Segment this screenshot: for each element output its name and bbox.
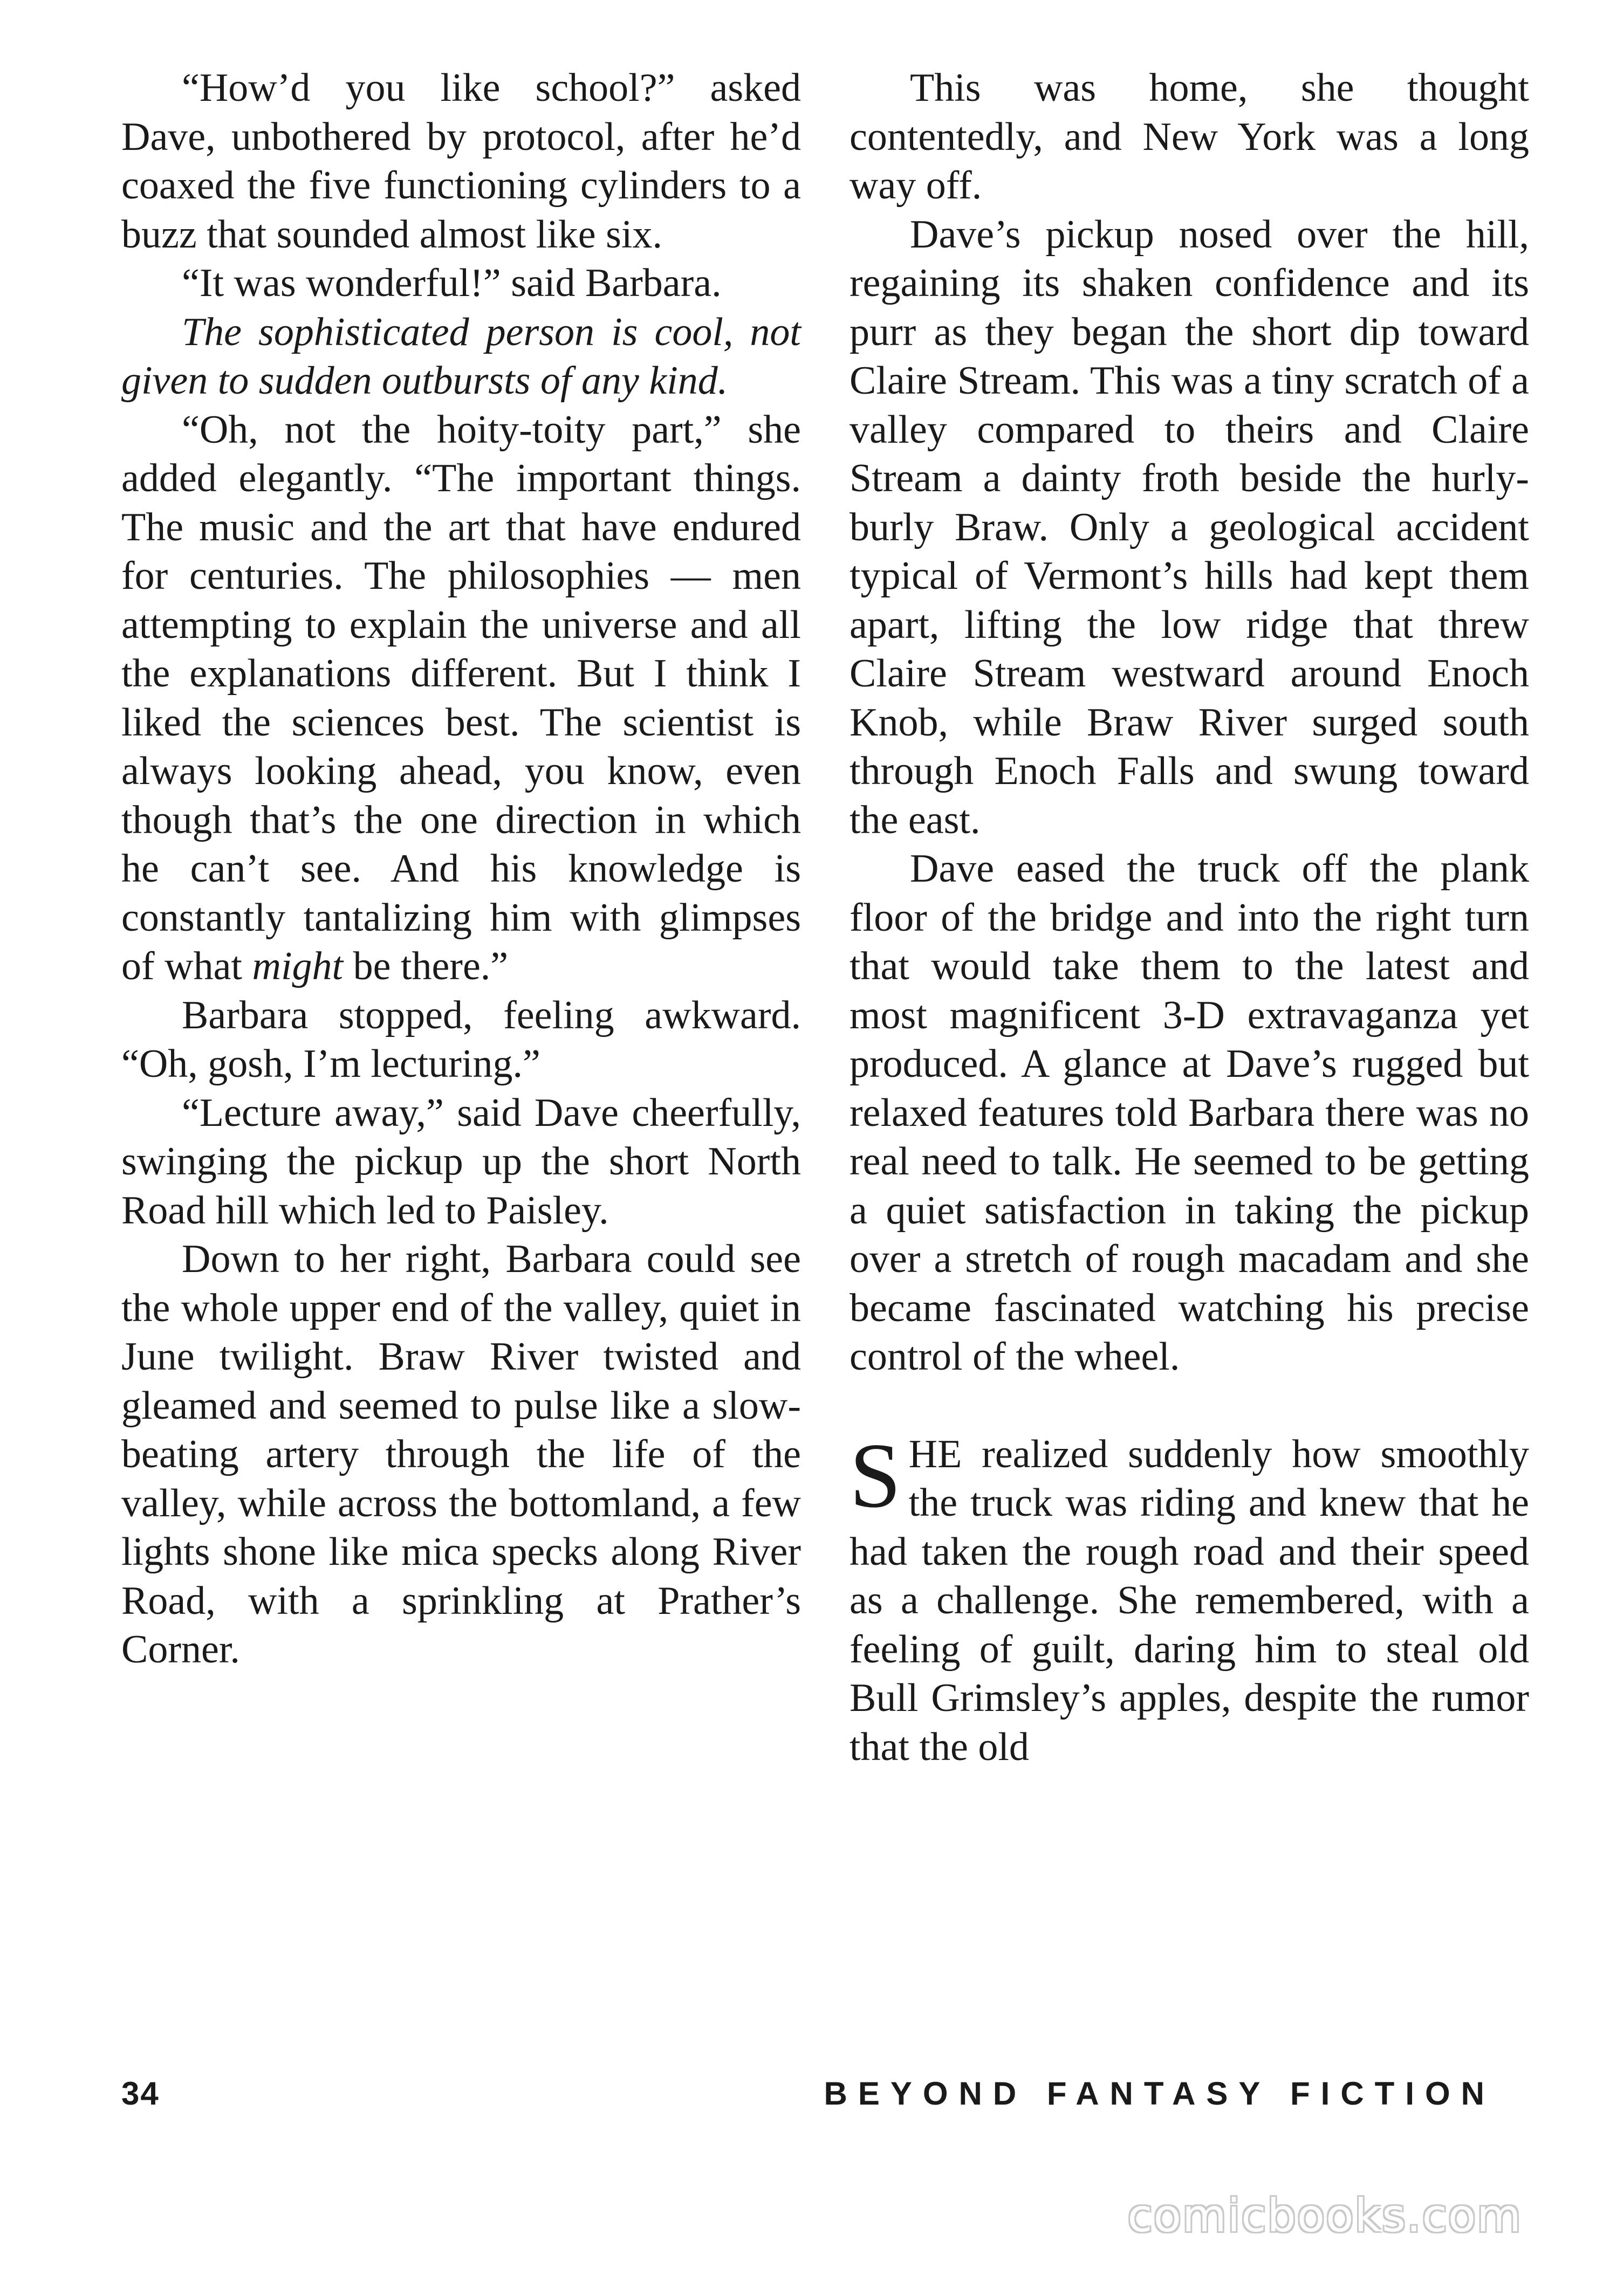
italic-text: The sophisticated person is cool, not given to sudden outbursts of any kind. — [121, 310, 801, 403]
paragraph: “It was wonderful!” said Barbara. — [182, 261, 722, 305]
paragraph: “How’d you like school?” asked Dave, unbothered by protocol, after he’d coaxed the five functioning cylinders to a buzz that sounded almost like six. — [121, 66, 801, 257]
paragraph: Barbara stopped, feeling awkward. “Oh, gosh, I’m lecturing.” — [121, 993, 801, 1086]
paragraph: Dave eased the truck off the plank floor of the bridge and into the right turn that would take them to the latest and most magnificent 3-D extravaganza yet produced. A glance at Dave’s rugged but relaxed features told Barbara there was no real need to talk. He seemed to be getting a quiet satisfaction in taking the pickup over a stretch of rough macadam and she became fascinated watching his precise control of the wheel. — [850, 847, 1529, 1379]
paragraph — [121, 405, 801, 991]
paragraph-text: be there.” — [343, 944, 509, 988]
emphasis: might — [252, 944, 344, 988]
drop-cap: S — [850, 1424, 901, 1527]
section-opening-paragraph — [850, 1424, 1529, 1772]
paragraph: Down to her right, Barbara could see the whole upper end of the valley, quiet in June twilight. Braw River twisted and gleamed and seemed to pulse like a slow-beating artery through the life of the valley, while across the bottomland, a few lights shone like mica specks along River Road, with a sprinkling at Prather’s Corner. — [121, 1237, 801, 1672]
left-column — [121, 64, 801, 1674]
paragraph: This was home, she thought contentedly, and New York was a long way off. — [850, 66, 1529, 208]
paragraph-text: HE realized suddenly how smoothly the truck was riding and knew that he had taken the rough road and their speed as a challenge. She remembered, with a feeling of guilt, daring him to steal old Bull Grimsley’s apples, despite the rumor that the old — [850, 1432, 1529, 1769]
italic-thought — [121, 308, 801, 405]
watermark: comicbooks.com — [1127, 2189, 1522, 2242]
page-number: 34 — [121, 2075, 160, 2112]
right-column — [850, 64, 1529, 1771]
paragraph: Dave’s pickup nosed over the hill, regaining its shaken confidence and its purr as they began the short dip toward Claire Stream. This was a tiny scratch of a valley compared to theirs and Claire Stream a dainty froth beside the hurly-burly Braw. Only a geological accident typical of Vermont’s hills had kept them apart, lifting the low ridge that threw Claire Stream westward around Enoch Knob, while Braw River surged south through Enoch Falls and swung toward the east. — [850, 212, 1529, 842]
paragraph: “Lecture away,” said Dave cheerfully, swinging the pickup up the short North Road hill which led to Paisley. — [121, 1090, 801, 1233]
paragraph-text: “Oh, not the hoity-toity part,” she added elegantly. “The important things. The music and the art that have endured for centuries. The philosophies — men attempting to explain the universe and all the explanations different. But I think I liked the sciences best. The scientist is always looking ahead, you know, even though that’s the one direction in which he can’t see. And his knowledge is constantly tantalizing him with glimpses of what — [121, 407, 801, 988]
running-title: BEYOND FANTASY FICTION — [824, 2075, 1495, 2112]
